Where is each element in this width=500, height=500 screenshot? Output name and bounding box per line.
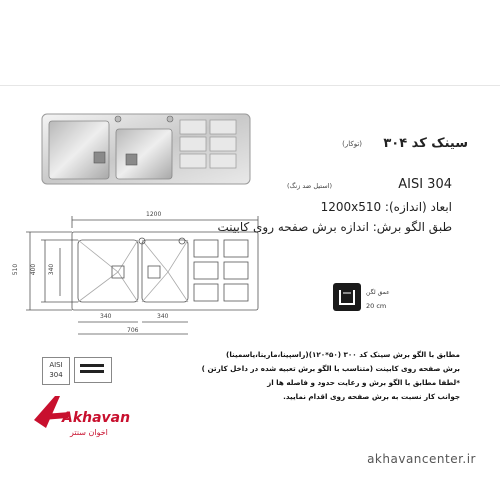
cutout-text: طبق الگو برش: اندازه برش صفحه روی کابینت xyxy=(217,220,452,234)
dim-depth-inner: 400 xyxy=(30,263,38,276)
dim-bowl-depth: 340 xyxy=(48,263,56,276)
dim-offset: 706 xyxy=(127,327,139,334)
dim-bowl-width-1: 340 xyxy=(100,313,112,320)
aisi-badge-line2: 304 xyxy=(49,371,63,379)
note-line: برش صفحه روی کابینت (متناسب با الگو برش تعبیه شده در داخل کارتن ) xyxy=(201,364,460,373)
brand-name-fa: اخوان سنتر xyxy=(70,428,108,437)
sink-photo xyxy=(42,114,250,184)
dim-bowl-width-2: 340 xyxy=(157,313,169,320)
note-line: *لطفا مطابق با الگو برش و رعایت حدود و فاصله ها از xyxy=(267,378,460,387)
check-badge xyxy=(74,357,112,383)
aisi-badge-line1: AISI xyxy=(49,361,63,369)
product-title: سینک کد ۳۰۴ xyxy=(383,136,468,151)
dim-width: 1200 xyxy=(146,211,162,218)
depth-value: 20 cm xyxy=(366,302,387,310)
dimensions-text: 1200x510 :ابعاد (اندازه) xyxy=(320,200,452,214)
aisi-badge xyxy=(42,357,70,385)
depth-icon xyxy=(333,283,361,311)
depth-label: عمق لگن xyxy=(366,289,390,296)
material-code: AISI 304 xyxy=(398,177,452,192)
product-subtitle: (توکار) xyxy=(342,140,362,148)
brand-name: Akhavan xyxy=(62,410,131,426)
dim-depth-outer: 510 xyxy=(12,263,20,276)
note-line: مطابق با الگو برش سینک کد ۳۰۰ (۵۰*۱۲۰)(راسپینا،مارینا،یاسمینا) xyxy=(226,350,460,359)
material-desc: (استیل ضد زنگ) xyxy=(287,182,332,190)
note-line: جوانب کار نسبت به برش صفحه روی اقدام نمایید. xyxy=(283,392,460,401)
website-link[interactable]: akhavancenter.ir xyxy=(367,452,476,466)
